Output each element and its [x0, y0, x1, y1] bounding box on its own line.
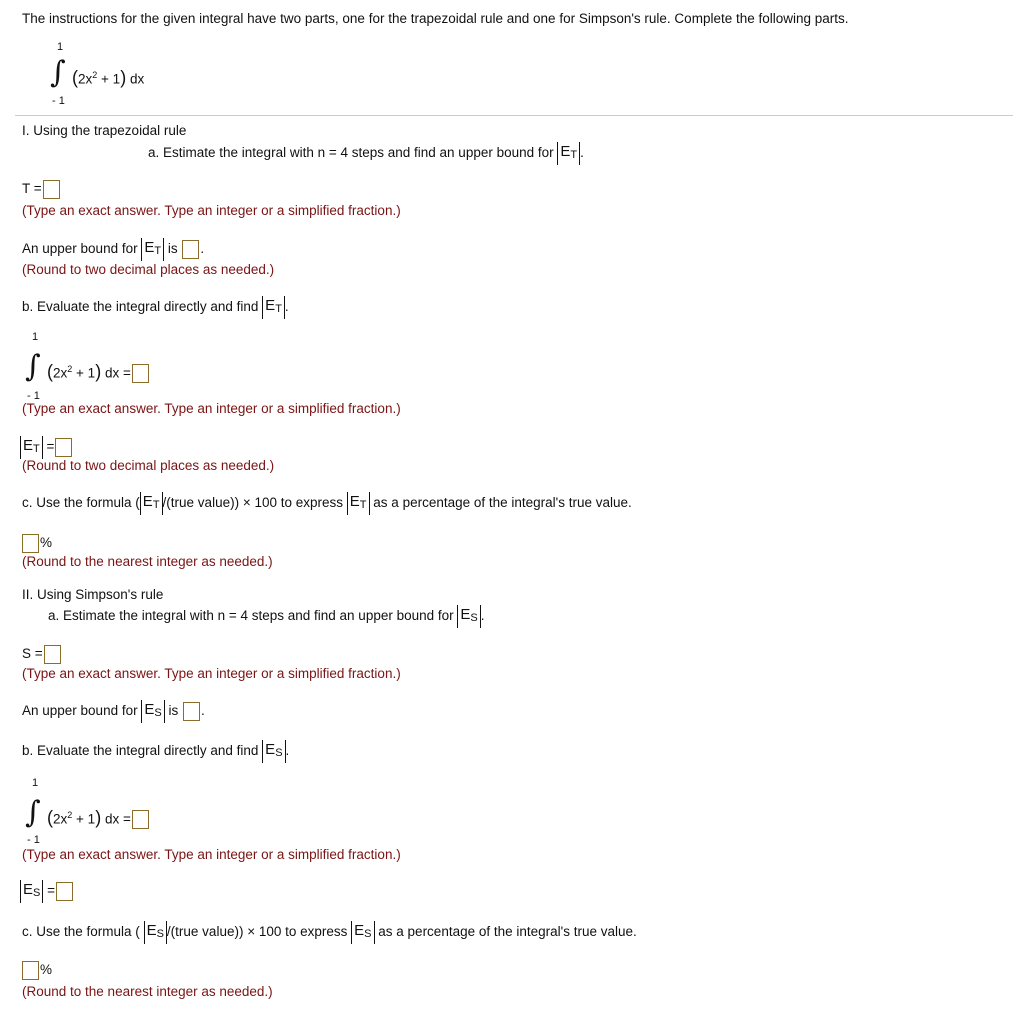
part2-heading: II. Using Simpson's rule [22, 587, 164, 602]
abs-es: $E_S$ [351, 921, 374, 944]
part1-percent-input[interactable] [22, 534, 39, 553]
integral-sign-icon: ∫ [25, 795, 41, 830]
part1-heading: I. Using the trapezoidal rule [22, 123, 187, 138]
part1-b-prompt: b. Evaluate the integral directly and find $E_T$ . [22, 296, 289, 319]
part2-percent-input[interactable] [22, 961, 39, 980]
label: is [167, 241, 178, 257]
hint: (Round to two decimal places as needed.) [22, 262, 275, 277]
es-value-input[interactable] [56, 882, 73, 901]
hint: (Type an exact answer. Type an integer or a simplified fraction.) [22, 666, 401, 681]
t-label: T = [22, 181, 42, 197]
instructions: The instructions for the given integral have two parts, one for the trapezoidal rule and one for Simpson's rule. Complete the following parts. [22, 11, 849, 26]
hint: (Round to the nearest integer as needed.) [22, 984, 273, 999]
abs-et: $E_T$ [141, 238, 164, 261]
s-answer-input[interactable] [44, 645, 61, 664]
hint: (Type an exact answer. Type an integer or a simplified fraction.) [22, 847, 401, 862]
s-row [22, 645, 62, 664]
abs-et: $E_T$ [262, 296, 285, 319]
part1-c-prompt: c. Use the formula ( $E_T$ /(true value)) × 100 to express $E_T$ as a percentage of the integral's true value. [22, 492, 632, 515]
et-bound-row: An upper bound for $E_T$ is . [22, 238, 204, 261]
percent-sign: % [40, 535, 53, 551]
es-value-row: $E_S$ = [20, 880, 74, 903]
part2-a-prompt: a. Estimate the integral with n = 4 steps and find an upper bound for $E_S$ . [48, 605, 485, 628]
integrand: $(2x^2 + 1)$ dx = [47, 360, 150, 383]
et-value-input[interactable] [55, 438, 72, 457]
abs-es: $E_S$ [141, 700, 164, 723]
t-row [22, 180, 61, 199]
part2-integral-input[interactable] [132, 810, 149, 829]
divider [15, 115, 1013, 116]
abs-es: $E_S$ [457, 605, 480, 628]
s-label: S = [22, 646, 43, 662]
integral-sign-icon: ∫ [50, 55, 66, 90]
percent-row [21, 961, 52, 980]
percent-row [21, 534, 52, 553]
label: An upper bound for [22, 241, 138, 257]
abs-et: $E_T$ [347, 492, 370, 515]
label: b. Evaluate the integral directly and find [22, 299, 259, 315]
part1-a-prompt: a. Estimate the integral with n = 4 steps and find an upper bound for $E_T$ . [148, 142, 584, 165]
integral-upper-limit: 1 [32, 331, 39, 343]
part1-a-text: a. Estimate the integral with n = 4 steps and find an upper bound for [148, 145, 554, 161]
hint: (Round to two decimal places as needed.) [22, 458, 275, 473]
integral-sign-icon: ∫ [25, 349, 41, 384]
percent-sign: % [40, 962, 53, 978]
hint: (Round to the nearest integer as needed.) [22, 554, 273, 569]
hint: (Type an exact answer. Type an integer or a simplified fraction.) [22, 203, 401, 218]
es-bound-input[interactable] [183, 702, 200, 721]
es-bound-row: An upper bound for $E_S$ is . [22, 700, 205, 723]
integral-upper-limit: 1 [57, 41, 64, 53]
part2-c-prompt: c. Use the formula ( $E_S$ /(true value)) × 100 to express $E_S$ as a percentage of the integral's true value. [22, 921, 637, 944]
integral-lower-limit: - 1 [27, 834, 40, 846]
integrand: $(2x^2 + 1)$ dx = [47, 806, 150, 829]
abs-es: $E_S$ [262, 740, 285, 763]
exponent: 2 [92, 70, 98, 80]
part2-b-prompt: b. Evaluate the integral directly and find $E_S$ . [22, 740, 289, 763]
abs-et: $E_T$ [557, 142, 580, 165]
et-bound-input[interactable] [182, 240, 199, 259]
dx: dx [129, 71, 145, 87]
t-answer-input[interactable] [43, 180, 60, 199]
abs-et: $E_T$ [20, 436, 43, 459]
abs-et: $E_T$ [140, 492, 163, 515]
integrand-term: 2x [78, 71, 93, 87]
integrand-constant: + 1 [101, 71, 121, 87]
integral-lower-limit: - 1 [52, 95, 65, 107]
et-value-row: $E_T$ = [20, 436, 73, 459]
abs-es: $E_S$ [20, 880, 43, 903]
integral-upper-limit: 1 [32, 777, 39, 789]
abs-es: $E_S$ [144, 921, 167, 944]
hint: (Type an exact answer. Type an integer or a simplified fraction.) [22, 401, 401, 416]
integrand: $(2x^2 + 1)$ dx [72, 67, 145, 88]
integral-lower-limit: - 1 [27, 390, 40, 402]
part1-integral-input[interactable] [132, 364, 149, 383]
